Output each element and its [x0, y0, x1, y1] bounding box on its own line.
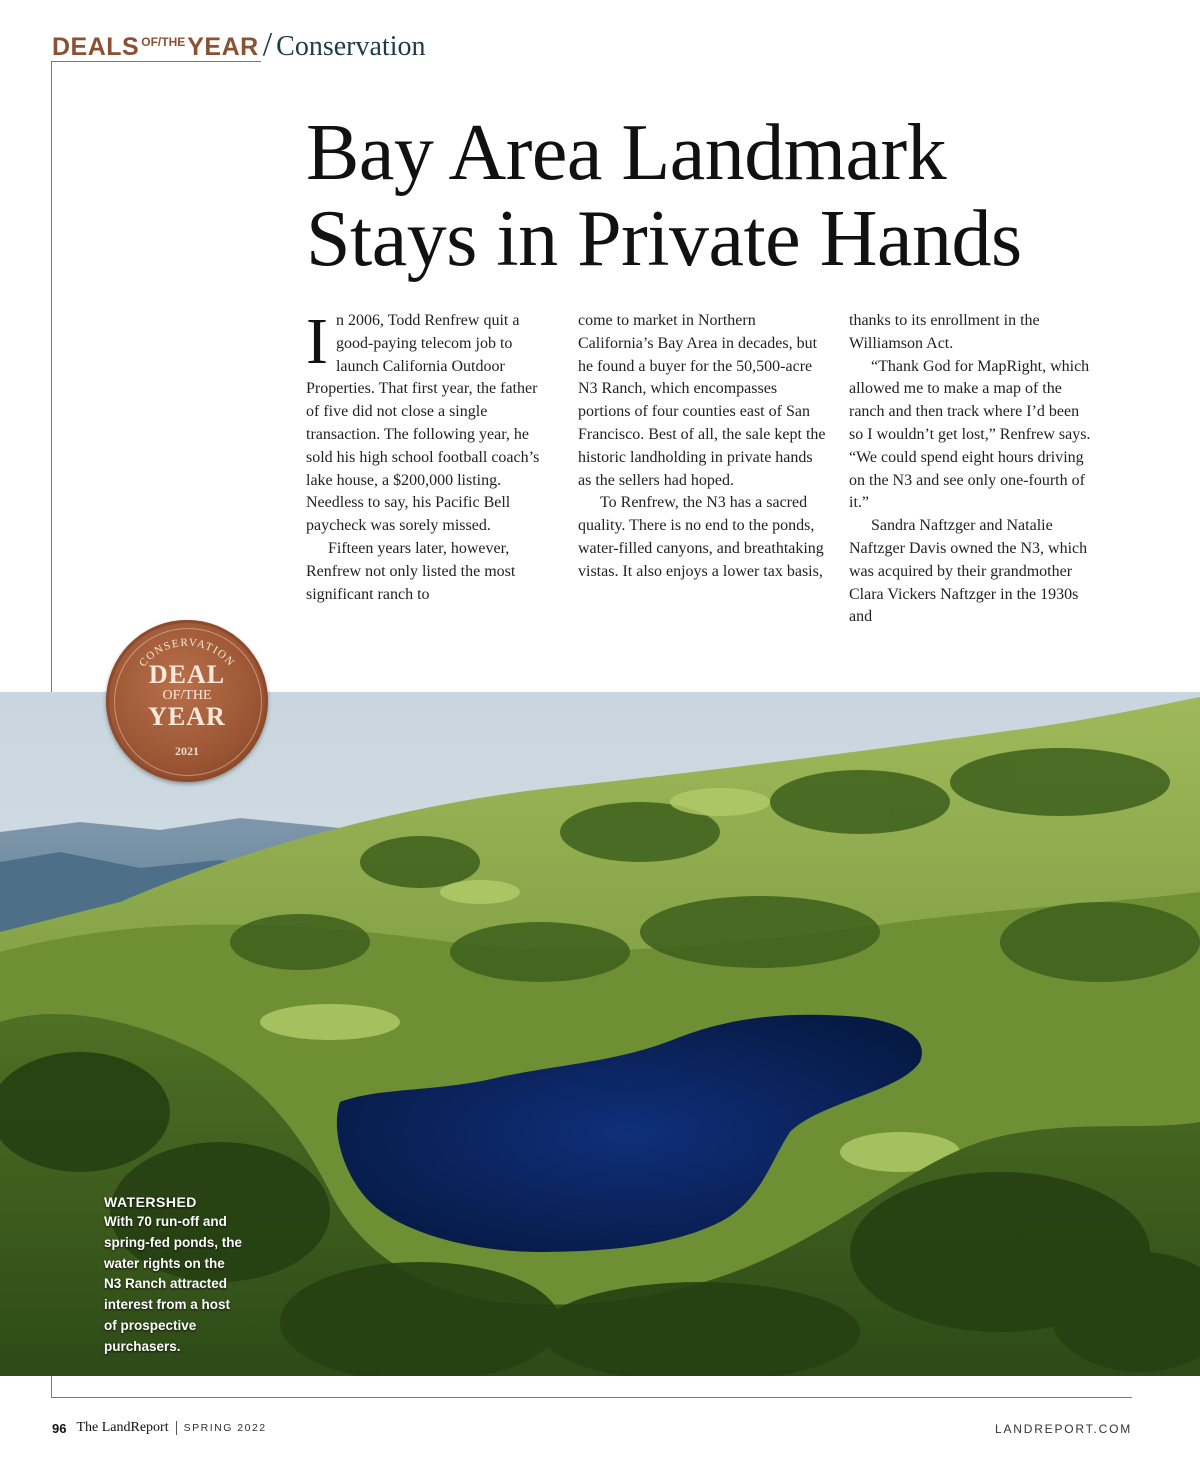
deals-label: DEALS [52, 33, 140, 61]
drop-cap: I [306, 305, 328, 378]
column-1-paragraph-1: n 2006, Todd Renfrew quit a good-paying telecom job to launch California Outdoor Properties. That first year, the father of five did not close a single transaction. The following year, he sold his high school football coach’s lake house, a $200,000 listing. Needless to say, his Pacific Bell paycheck was sorely missed. [306, 312, 540, 535]
folio [52, 1420, 267, 1436]
year-label: YEAR [187, 33, 259, 61]
title-line-1: Bay Area Landmark [306, 109, 947, 197]
frame-line-top [51, 61, 261, 62]
medal-deal: DEAL [148, 660, 226, 689]
caption-body: With 70 run-off and spring-fed ponds, the water rights on the N3 Ranch attracted interest from a host of prospective purchasers. [104, 1214, 242, 1354]
frame-line-left [51, 62, 52, 692]
column-2-paragraph-1: come to market in Northern California’s Bay Area in decades, but he found a buyer for the 50,500-acre N3 Ranch, which encompasses portions of four counties east of San Francisco. Best of all, the sale kept the historic landholding in private hands as the sellers had hoped. [578, 312, 826, 489]
issue-date: SPRING 2022 [183, 1422, 267, 1434]
article-column-2 [578, 310, 826, 584]
frame-line-left-bottom [51, 1376, 52, 1398]
medal-date: 2021 [175, 744, 199, 758]
medal-year: YEAR [148, 702, 226, 731]
article-title [306, 110, 1166, 282]
website-url: LANDREPORT.COM [995, 1422, 1132, 1436]
of-the-label: OF/THE [141, 35, 186, 49]
medal-of-the: OF/THE [162, 688, 212, 703]
column-1-paragraph-2: Fifteen years later, however, Renfrew not only listed the most significant ranch to [306, 539, 516, 603]
frame-line-bottom [51, 1397, 1132, 1398]
folio-divider [176, 1421, 177, 1435]
column-3-paragraph-1: thanks to its enrollment in the Williamson Act. [849, 312, 1040, 352]
column-3-paragraph-3: Sandra Naftzger and Natalie Naftzger Davis owned the N3, which was acquired by their grandmother Clara Vickers Naftzger in the 1930s and [849, 517, 1088, 626]
header-divider: / [262, 26, 273, 63]
caption-heading: WATERSHED [104, 1194, 197, 1210]
article-column-3 [849, 310, 1097, 629]
photo-caption [104, 1192, 244, 1358]
publication-name: The LandReport [76, 1420, 169, 1435]
page-number: 96 [52, 1420, 67, 1436]
article-column-1 [306, 305, 554, 606]
deal-of-the-year-medal [106, 620, 268, 782]
medal-arc-label: CONSERVATION [136, 636, 238, 670]
section-name: Conservation [276, 31, 426, 62]
title-line-2: Stays in Private Hands [306, 195, 1022, 283]
column-3-paragraph-2: “Thank God for MapRight, which allowed me to make a map of the ranch and then track where I’d been so I wouldn’t get lost,” Renfrew says. “We could spend eight hours driving on the N3 and see only one-fourth of it.” [849, 357, 1091, 512]
column-2-paragraph-2: To Renfrew, the N3 has a sacred quality. There is no end to the ponds, water-filled canyons, and breathtaking vistas. It also enjoys a lower tax basis, [578, 494, 824, 580]
section-header [52, 26, 425, 64]
